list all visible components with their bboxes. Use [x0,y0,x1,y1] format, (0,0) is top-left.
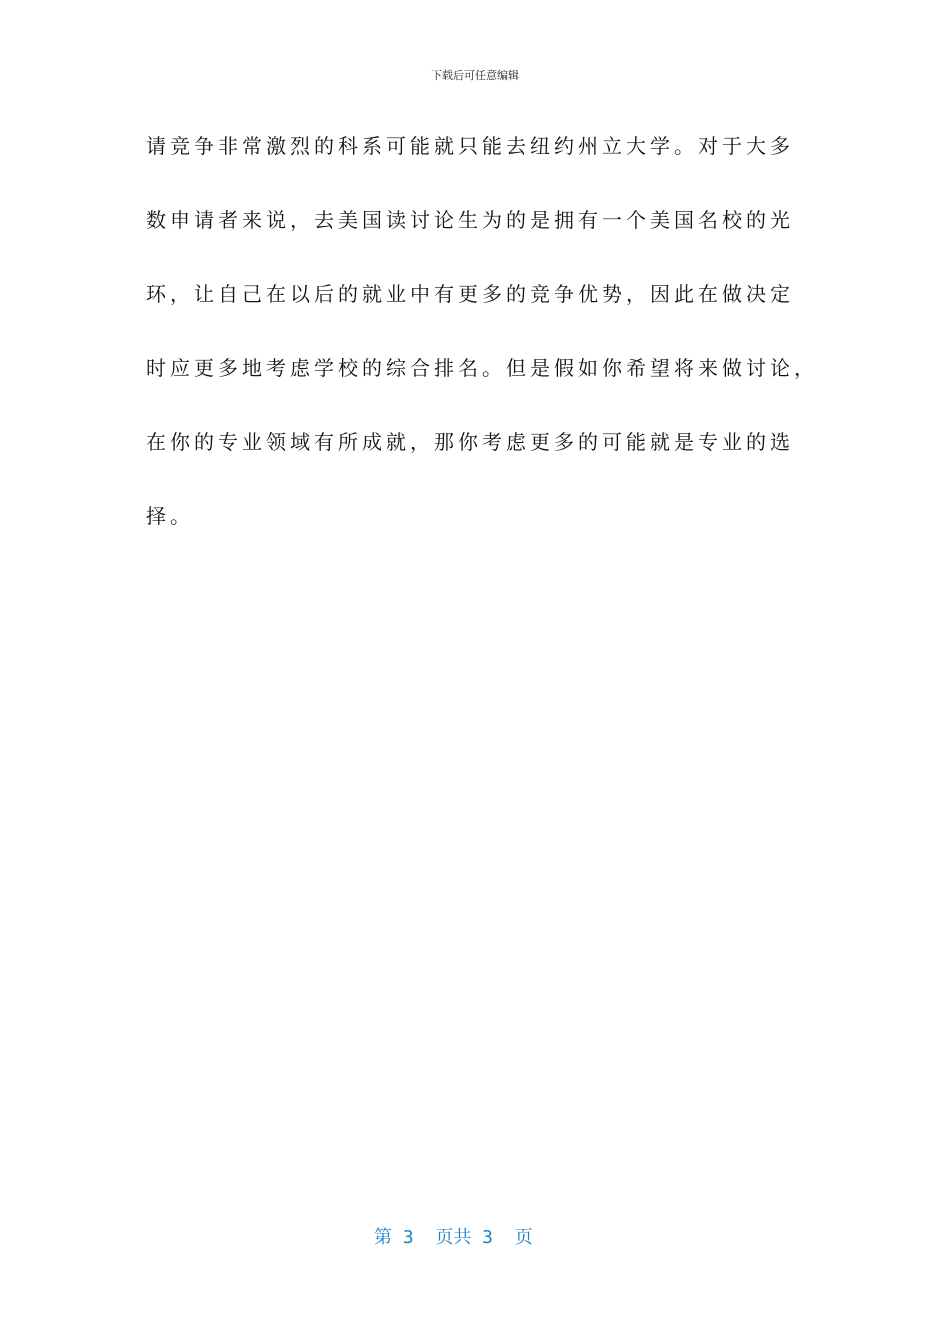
paragraph-line-3: 环，让自己在以后的就业中有更多的竞争优势，因此在做决定 [146,282,794,306]
body-paragraph [146,126,818,570]
paragraph-line-2: 数申请者来说，去美国读讨论生为的是拥有一个美国名校的光 [146,208,794,232]
paragraph-line-5: 在你的专业领域有所成就，那你考虑更多的可能就是专业的选 [146,430,794,454]
paragraph-line-6: 择。 [146,504,194,528]
page-number-footer: 第 3 页共 3 页 [374,1227,533,1248]
header-note: 下载后可任意编辑 [431,69,519,82]
paragraph-line-4: 时应更多地考虑学校的综合排名。但是假如你希望将来做讨论， [146,356,818,380]
paragraph-line-1: 请竞争非常激烈的科系可能就只能去纽约州立大学。对于大多 [146,134,794,158]
